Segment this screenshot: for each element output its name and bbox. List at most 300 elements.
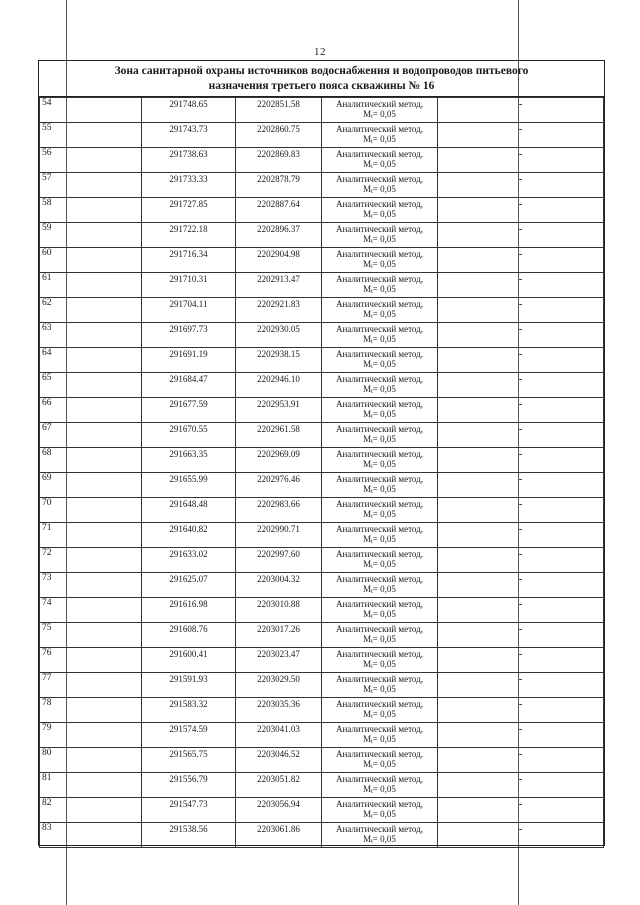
- coordinate-y: 2202930.05: [236, 323, 322, 348]
- method-cell: [322, 223, 438, 248]
- coordinate-x: 291574.59: [142, 723, 236, 748]
- table-title: [39, 61, 604, 97]
- table-row: [40, 623, 604, 648]
- accuracy-prefix: M: [363, 184, 372, 194]
- point-number: 54: [40, 98, 142, 123]
- method-cell: [322, 773, 438, 798]
- table-row: [40, 673, 604, 698]
- dash-cell: -: [438, 498, 604, 523]
- dash-cell: -: [438, 698, 604, 723]
- point-number: 68: [40, 448, 142, 473]
- table-row: [40, 548, 604, 573]
- accuracy-text: [322, 784, 437, 797]
- accuracy-text: [322, 209, 437, 222]
- accuracy-prefix: M: [363, 834, 372, 844]
- accuracy-prefix: M: [363, 584, 372, 594]
- accuracy-subscript: t: [371, 264, 373, 270]
- coordinate-x: 291600.41: [142, 648, 236, 673]
- accuracy-subscript: t: [371, 789, 373, 795]
- table-row: [40, 798, 604, 823]
- accuracy-prefix: M: [363, 509, 372, 519]
- method-cell: [322, 98, 438, 123]
- table-row: [40, 173, 604, 198]
- accuracy-value: = 0,05: [372, 809, 396, 819]
- accuracy-subscript: t: [371, 614, 373, 620]
- accuracy-prefix: M: [363, 609, 372, 619]
- point-number: 75: [40, 623, 142, 648]
- method-cell: [322, 548, 438, 573]
- method-cell: [322, 273, 438, 298]
- coordinate-x: 291748.65: [142, 98, 236, 123]
- point-number: 61: [40, 273, 142, 298]
- method-text: Аналитический метод,: [335, 124, 424, 134]
- coordinate-x: 291538.56: [142, 823, 236, 848]
- method-text: Аналитический метод,: [335, 449, 424, 459]
- accuracy-subscript: t: [371, 489, 373, 495]
- coordinate-y: 2202887.64: [236, 198, 322, 223]
- accuracy-value: = 0,05: [372, 259, 396, 269]
- method-cell: [322, 423, 438, 448]
- accuracy-subscript: t: [371, 814, 373, 820]
- method-text: Аналитический метод,: [335, 499, 424, 509]
- method-text: Аналитический метод,: [335, 324, 424, 334]
- point-number: 60: [40, 248, 142, 273]
- accuracy-prefix: M: [363, 334, 372, 344]
- accuracy-subscript: t: [371, 114, 373, 120]
- point-number: 79: [40, 723, 142, 748]
- table-row: [40, 323, 604, 348]
- method-cell: [322, 448, 438, 473]
- method-text: Аналитический метод,: [335, 824, 424, 834]
- accuracy-value: = 0,05: [372, 509, 396, 519]
- table-row: [40, 598, 604, 623]
- point-number: 67: [40, 423, 142, 448]
- coordinate-x: 291743.73: [142, 123, 236, 148]
- point-number: 55: [40, 123, 142, 148]
- dash-cell: -: [438, 348, 604, 373]
- point-number: 81: [40, 773, 142, 798]
- method-text: Аналитический метод,: [335, 724, 424, 734]
- coordinate-x: 291704.11: [142, 298, 236, 323]
- method-text: Аналитический метод,: [335, 374, 424, 384]
- coordinate-y: 2203056.94: [236, 798, 322, 823]
- accuracy-subscript: t: [371, 139, 373, 145]
- accuracy-subscript: t: [371, 514, 373, 520]
- table-row: [40, 723, 604, 748]
- coordinate-y: 2203010.88: [236, 598, 322, 623]
- accuracy-text: [322, 609, 437, 622]
- accuracy-text: [322, 459, 437, 472]
- dash-cell: -: [438, 773, 604, 798]
- accuracy-subscript: t: [371, 314, 373, 320]
- coordinate-y: 2203041.03: [236, 723, 322, 748]
- method-text: Аналитический метод,: [335, 424, 424, 434]
- table-row: [40, 498, 604, 523]
- point-number: 58: [40, 198, 142, 223]
- coordinate-x: 291684.47: [142, 373, 236, 398]
- dash-cell: -: [438, 598, 604, 623]
- accuracy-subscript: t: [371, 439, 373, 445]
- table-title-line-1: Зона санитарной охраны источников водоснабжения и водопроводов питьевого: [114, 65, 529, 77]
- table-row: [40, 148, 604, 173]
- accuracy-prefix: M: [363, 359, 372, 369]
- coordinate-x: 291663.35: [142, 448, 236, 473]
- accuracy-prefix: M: [363, 709, 372, 719]
- method-text: Аналитический метод,: [335, 799, 424, 809]
- method-text: Аналитический метод,: [335, 474, 424, 484]
- table-title-line-2: назначения третьего пояса скважины № 16: [208, 80, 435, 92]
- accuracy-value: = 0,05: [372, 634, 396, 644]
- coordinate-x: 291727.85: [142, 198, 236, 223]
- dash-cell: -: [438, 148, 604, 173]
- accuracy-value: = 0,05: [372, 484, 396, 494]
- coordinate-x: 291583.32: [142, 698, 236, 723]
- table-row: [40, 448, 604, 473]
- coordinates-sheet: [38, 60, 605, 846]
- accuracy-text: [322, 234, 437, 247]
- method-cell: [322, 248, 438, 273]
- accuracy-prefix: M: [363, 109, 372, 119]
- dash-cell: -: [438, 673, 604, 698]
- coordinate-y: 2203004.32: [236, 573, 322, 598]
- accuracy-value: = 0,05: [372, 309, 396, 319]
- coordinate-y: 2202913.47: [236, 273, 322, 298]
- method-text: Аналитический метод,: [335, 224, 424, 234]
- coordinate-x: 291738.63: [142, 148, 236, 173]
- accuracy-text: [322, 709, 437, 722]
- method-cell: [322, 673, 438, 698]
- accuracy-text: [322, 634, 437, 647]
- method-text: Аналитический метод,: [335, 774, 424, 784]
- accuracy-subscript: t: [371, 239, 373, 245]
- method-text: Аналитический метод,: [335, 174, 424, 184]
- accuracy-value: = 0,05: [372, 109, 396, 119]
- accuracy-subscript: t: [371, 289, 373, 295]
- point-number: 59: [40, 223, 142, 248]
- method-text: Аналитический метод,: [335, 249, 424, 259]
- coordinate-x: 291710.31: [142, 273, 236, 298]
- coordinate-y: 2202976.46: [236, 473, 322, 498]
- method-text: Аналитический метод,: [335, 649, 424, 659]
- method-cell: [322, 698, 438, 723]
- accuracy-text: [322, 659, 437, 672]
- dash-cell: -: [438, 173, 604, 198]
- coordinate-y: 2202961.58: [236, 423, 322, 448]
- accuracy-prefix: M: [363, 684, 372, 694]
- point-number: 73: [40, 573, 142, 598]
- point-number: 65: [40, 373, 142, 398]
- coordinate-y: 2202946.10: [236, 373, 322, 398]
- accuracy-value: = 0,05: [372, 159, 396, 169]
- method-text: Аналитический метод,: [335, 524, 424, 534]
- method-text: Аналитический метод,: [335, 99, 424, 109]
- dash-cell: -: [438, 823, 604, 848]
- accuracy-value: = 0,05: [372, 334, 396, 344]
- coordinate-x: 291648.48: [142, 498, 236, 523]
- accuracy-value: = 0,05: [372, 409, 396, 419]
- table-row: [40, 523, 604, 548]
- accuracy-text: [322, 409, 437, 422]
- dash-cell: -: [438, 273, 604, 298]
- accuracy-value: = 0,05: [372, 834, 396, 844]
- coordinate-x: 291677.59: [142, 398, 236, 423]
- accuracy-prefix: M: [363, 534, 372, 544]
- accuracy-value: = 0,05: [372, 659, 396, 669]
- accuracy-subscript: t: [371, 689, 373, 695]
- coordinate-y: 2202896.37: [236, 223, 322, 248]
- dash-cell: -: [438, 373, 604, 398]
- accuracy-prefix: M: [363, 409, 372, 419]
- point-number: 72: [40, 548, 142, 573]
- method-text: Аналитический метод,: [335, 549, 424, 559]
- coordinate-y: 2203046.52: [236, 748, 322, 773]
- dash-cell: -: [438, 198, 604, 223]
- dash-cell: -: [438, 398, 604, 423]
- accuracy-value: = 0,05: [372, 209, 396, 219]
- method-cell: [322, 648, 438, 673]
- coordinate-y: 2202921.83: [236, 298, 322, 323]
- table-row: [40, 98, 604, 123]
- accuracy-prefix: M: [363, 459, 372, 469]
- accuracy-prefix: M: [363, 759, 372, 769]
- accuracy-subscript: t: [371, 414, 373, 420]
- coordinate-y: 2203029.50: [236, 673, 322, 698]
- method-cell: [322, 598, 438, 623]
- coordinate-y: 2202938.15: [236, 348, 322, 373]
- table-row: [40, 698, 604, 723]
- method-cell: [322, 298, 438, 323]
- point-number: 64: [40, 348, 142, 373]
- accuracy-text: [322, 534, 437, 547]
- point-number: 57: [40, 173, 142, 198]
- point-number: 69: [40, 473, 142, 498]
- point-number: 71: [40, 523, 142, 548]
- method-text: Аналитический метод,: [335, 624, 424, 634]
- table-row: [40, 648, 604, 673]
- table-row: [40, 373, 604, 398]
- coordinate-y: 2202990.71: [236, 523, 322, 548]
- accuracy-text: [322, 184, 437, 197]
- accuracy-subscript: t: [371, 464, 373, 470]
- dash-cell: -: [438, 248, 604, 273]
- accuracy-prefix: M: [363, 484, 372, 494]
- coordinates-table: [39, 97, 604, 848]
- dash-cell: -: [438, 748, 604, 773]
- accuracy-text: [322, 834, 437, 847]
- point-number: 62: [40, 298, 142, 323]
- accuracy-subscript: t: [371, 839, 373, 845]
- coordinate-x: 291547.73: [142, 798, 236, 823]
- coordinate-x: 291697.73: [142, 323, 236, 348]
- accuracy-text: [322, 359, 437, 372]
- table-row: [40, 223, 604, 248]
- point-number: 74: [40, 598, 142, 623]
- accuracy-prefix: M: [363, 559, 372, 569]
- table-row: [40, 273, 604, 298]
- accuracy-value: = 0,05: [372, 584, 396, 594]
- accuracy-value: = 0,05: [372, 359, 396, 369]
- page-number: 12: [314, 46, 326, 58]
- coordinate-x: 291556.79: [142, 773, 236, 798]
- accuracy-prefix: M: [363, 309, 372, 319]
- accuracy-value: = 0,05: [372, 459, 396, 469]
- method-text: Аналитический метод,: [335, 574, 424, 584]
- dash-cell: -: [438, 323, 604, 348]
- accuracy-prefix: M: [363, 134, 372, 144]
- dash-cell: -: [438, 123, 604, 148]
- table-row: [40, 773, 604, 798]
- accuracy-text: [322, 309, 437, 322]
- method-cell: [322, 473, 438, 498]
- method-text: Аналитический метод,: [335, 674, 424, 684]
- dash-cell: -: [438, 223, 604, 248]
- accuracy-prefix: M: [363, 159, 372, 169]
- accuracy-prefix: M: [363, 784, 372, 794]
- method-text: Аналитический метод,: [335, 699, 424, 709]
- accuracy-subscript: t: [371, 339, 373, 345]
- coordinate-y: 2202904.98: [236, 248, 322, 273]
- accuracy-text: [322, 734, 437, 747]
- coordinate-y: 2203023.47: [236, 648, 322, 673]
- accuracy-subscript: t: [371, 164, 373, 170]
- dash-cell: -: [438, 473, 604, 498]
- accuracy-prefix: M: [363, 434, 372, 444]
- method-cell: [322, 373, 438, 398]
- method-text: Аналитический метод,: [335, 599, 424, 609]
- dash-cell: -: [438, 548, 604, 573]
- coordinate-x: 291616.98: [142, 598, 236, 623]
- accuracy-value: = 0,05: [372, 609, 396, 619]
- point-number: 82: [40, 798, 142, 823]
- accuracy-value: = 0,05: [372, 184, 396, 194]
- dash-cell: -: [438, 523, 604, 548]
- accuracy-value: = 0,05: [372, 534, 396, 544]
- point-number: 63: [40, 323, 142, 348]
- coordinate-x: 291691.19: [142, 348, 236, 373]
- accuracy-text: [322, 384, 437, 397]
- coordinate-x: 291733.33: [142, 173, 236, 198]
- accuracy-value: = 0,05: [372, 784, 396, 794]
- accuracy-prefix: M: [363, 259, 372, 269]
- accuracy-text: [322, 684, 437, 697]
- accuracy-value: = 0,05: [372, 759, 396, 769]
- table-row: [40, 473, 604, 498]
- accuracy-subscript: t: [371, 364, 373, 370]
- coordinate-x: 291716.34: [142, 248, 236, 273]
- method-text: Аналитический метод,: [335, 349, 424, 359]
- accuracy-text: [322, 759, 437, 772]
- accuracy-prefix: M: [363, 809, 372, 819]
- dash-cell: -: [438, 448, 604, 473]
- point-number: 56: [40, 148, 142, 173]
- accuracy-value: = 0,05: [372, 284, 396, 294]
- accuracy-prefix: M: [363, 284, 372, 294]
- coordinate-x: 291670.55: [142, 423, 236, 448]
- accuracy-value: = 0,05: [372, 134, 396, 144]
- dash-cell: -: [438, 98, 604, 123]
- coordinates-table-body: [40, 98, 604, 848]
- accuracy-subscript: t: [371, 214, 373, 220]
- table-row: [40, 123, 604, 148]
- method-cell: [322, 498, 438, 523]
- method-cell: [322, 398, 438, 423]
- coordinate-y: 2202851.58: [236, 98, 322, 123]
- method-cell: [322, 148, 438, 173]
- method-cell: [322, 573, 438, 598]
- table-row: [40, 573, 604, 598]
- point-number: 77: [40, 673, 142, 698]
- method-cell: [322, 748, 438, 773]
- accuracy-text: [322, 284, 437, 297]
- accuracy-text: [322, 159, 437, 172]
- coordinate-x: 291625.07: [142, 573, 236, 598]
- coordinate-x: 291655.99: [142, 473, 236, 498]
- dash-cell: -: [438, 723, 604, 748]
- accuracy-text: [322, 259, 437, 272]
- coordinate-y: 2202997.60: [236, 548, 322, 573]
- method-cell: [322, 173, 438, 198]
- method-text: Аналитический метод,: [335, 399, 424, 409]
- method-text: Аналитический метод,: [335, 274, 424, 284]
- coordinate-y: 2203051.82: [236, 773, 322, 798]
- accuracy-prefix: M: [363, 384, 372, 394]
- accuracy-value: = 0,05: [372, 559, 396, 569]
- point-number: 76: [40, 648, 142, 673]
- table-row: [40, 298, 604, 323]
- method-cell: [322, 798, 438, 823]
- method-cell: [322, 823, 438, 848]
- method-text: Аналитический метод,: [335, 749, 424, 759]
- method-cell: [322, 198, 438, 223]
- accuracy-text: [322, 484, 437, 497]
- method-text: Аналитический метод,: [335, 149, 424, 159]
- coordinate-x: 291565.75: [142, 748, 236, 773]
- coordinate-x: 291640.82: [142, 523, 236, 548]
- method-cell: [322, 723, 438, 748]
- coordinate-x: 291591.93: [142, 673, 236, 698]
- accuracy-text: [322, 334, 437, 347]
- accuracy-text: [322, 134, 437, 147]
- coordinate-y: 2203061.86: [236, 823, 322, 848]
- accuracy-prefix: M: [363, 734, 372, 744]
- accuracy-text: [322, 434, 437, 447]
- accuracy-text: [322, 584, 437, 597]
- point-number: 70: [40, 498, 142, 523]
- coordinate-y: 2202983.66: [236, 498, 322, 523]
- accuracy-text: [322, 509, 437, 522]
- accuracy-prefix: M: [363, 209, 372, 219]
- accuracy-subscript: t: [371, 639, 373, 645]
- accuracy-value: = 0,05: [372, 434, 396, 444]
- table-row: [40, 348, 604, 373]
- accuracy-value: = 0,05: [372, 709, 396, 719]
- coordinate-y: 2202860.75: [236, 123, 322, 148]
- accuracy-subscript: t: [371, 564, 373, 570]
- dash-cell: -: [438, 648, 604, 673]
- accuracy-prefix: M: [363, 234, 372, 244]
- method-text: Аналитический метод,: [335, 199, 424, 209]
- table-row: [40, 198, 604, 223]
- coordinate-y: 2202953.91: [236, 398, 322, 423]
- coordinate-y: 2202878.79: [236, 173, 322, 198]
- point-number: 83: [40, 823, 142, 848]
- accuracy-subscript: t: [371, 764, 373, 770]
- method-cell: [322, 123, 438, 148]
- dash-cell: -: [438, 298, 604, 323]
- accuracy-text: [322, 809, 437, 822]
- table-row: [40, 423, 604, 448]
- point-number: 78: [40, 698, 142, 723]
